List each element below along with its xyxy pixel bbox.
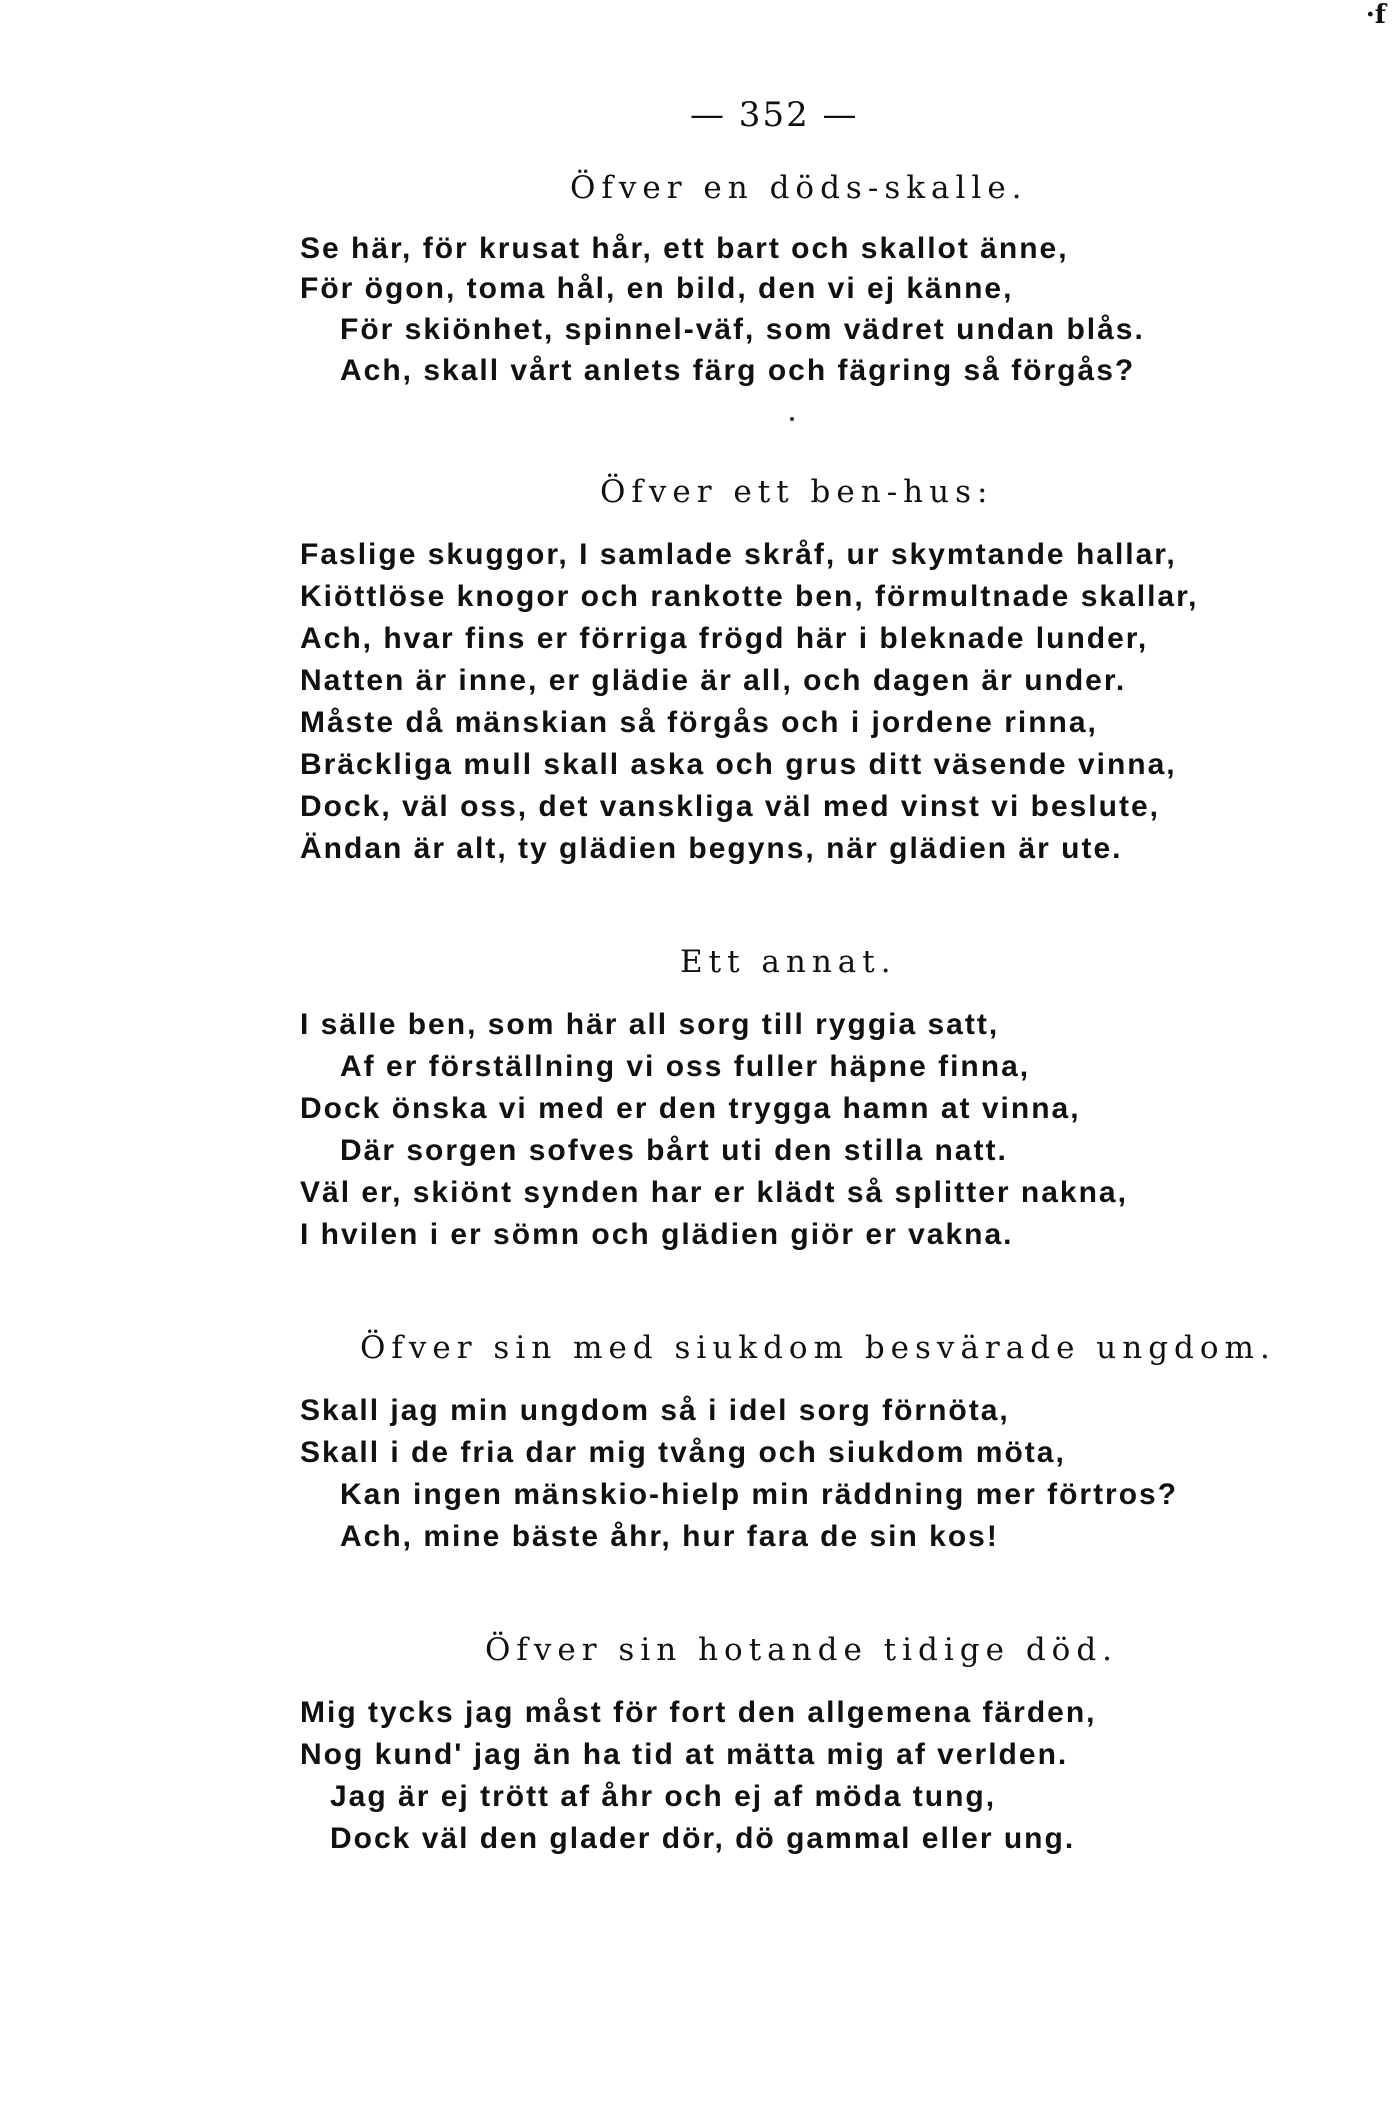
poem-line: I hvilen i er sömn och glädien giör er vakna. — [300, 1218, 1014, 1251]
poem-title: Öfver sin hotande tidige död. — [485, 1632, 1119, 1668]
corner-mark: ·f — [1365, 0, 1386, 30]
poem-title: Öfver sin med siukdom besvärade ungdom. — [360, 1330, 1276, 1366]
poem-title: Öfver ett ben-hus: — [600, 474, 994, 510]
poem-line: Skall i de fria dar mig tvång och siukdom möta, — [300, 1436, 1066, 1469]
poem-line: I sälle ben, som här all sorg till ryggia satt, — [300, 1008, 1000, 1041]
poem-line: Väl er, skiönt synden har er klädt så splitter nakna, — [300, 1176, 1128, 1209]
poem-line: Ach, skall vårt anlets färg och fägring så förgås? — [340, 354, 1136, 387]
poem-line: Ach, mine bäste åhr, hur fara de sin kos! — [340, 1520, 999, 1553]
poem-line: Ach, hvar fins er förriga frögd här i bleknade lunder, — [300, 622, 1149, 655]
poem-line: Där sorgen sofves bårt uti den stilla natt. — [340, 1134, 1008, 1167]
poem-line: För skiönhet, spinnel-väf, som vädret undan blås. — [340, 313, 1145, 346]
poem-line: Dock önska vi med er den trygga hamn at vinna, — [300, 1092, 1081, 1125]
poem-line: Jag är ej trött af åhr och ej af möda tung, — [330, 1780, 997, 1813]
poem-line: Kiöttlöse knogor och rankotte ben, förmultnade skallar, — [300, 580, 1199, 613]
poem-line: Af er förställning vi oss fuller häpne finna, — [340, 1050, 1031, 1083]
poem-line: Natten är inne, er glädie är all, och dagen är under. — [300, 664, 1127, 697]
poem-line: För ögon, toma hål, en bild, den vi ej känne, — [300, 272, 1014, 305]
poem-line: Bräckliga mull skall aska och grus ditt väsende vinna, — [300, 748, 1177, 781]
poem-line: Kan ingen mänskio-hielp min räddning mer förtros? — [340, 1478, 1179, 1511]
poem-line: Nog kund' jag än ha tid at mätta mig af verlden. — [300, 1738, 1069, 1771]
page-number: — 352 — — [690, 95, 859, 135]
poem-line: Faslige skuggor, I samlade skråf, ur skymtande hallar, — [300, 538, 1177, 571]
poem-line: Ändan är alt, ty glädien begyns, när glädien är ute. — [300, 832, 1123, 865]
poem-line: Måste då mänskian så förgås och i jordene rinna, — [300, 706, 1098, 739]
poem-line: Mig tycks jag måst för fort den allgemena färden, — [300, 1696, 1097, 1729]
speck — [790, 417, 794, 421]
poem-line: Se här, för krusat hår, ett bart och skallot änne, — [300, 232, 1069, 265]
poem-title: Öfver en döds-skalle. — [570, 170, 1028, 206]
poem-line: Skall jag min ungdom så i idel sorg förnöta, — [300, 1394, 1010, 1427]
poem-line: Dock väl den glader dör, dö gammal eller ung. — [330, 1822, 1076, 1855]
poem-line: Dock, väl oss, det vanskliga väl med vinst vi beslute, — [300, 790, 1160, 823]
poem-title: Ett annat. — [680, 944, 897, 980]
